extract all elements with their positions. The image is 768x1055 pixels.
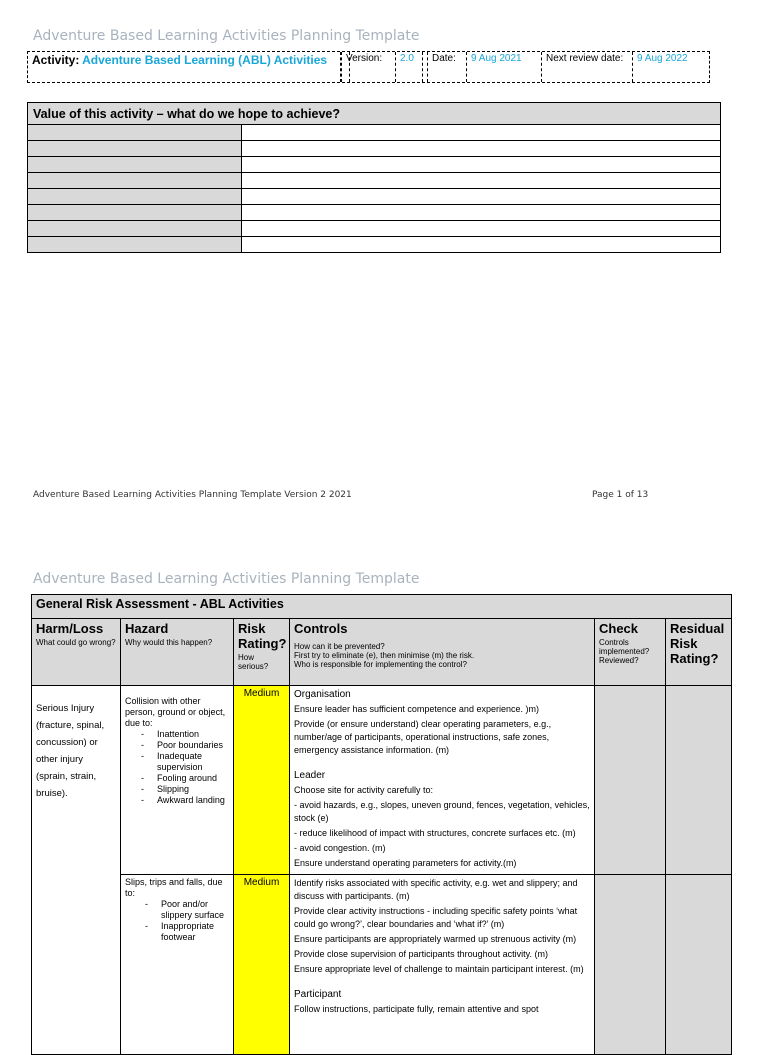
hazard-cell [121, 875, 234, 1055]
hazard-cell [121, 686, 234, 875]
activity-label: Activity: [32, 53, 80, 67]
value-label-cell [28, 189, 242, 205]
list-item: - Poor boundaries [147, 740, 229, 751]
hazard-column-header: Hazard Why would this happen? [121, 619, 234, 686]
value-label-cell [28, 221, 242, 237]
risk-table-title: General Risk Assessment - ABL Activities [32, 595, 732, 619]
list-item: - Awkward landing [147, 795, 229, 806]
date-value-cell [467, 52, 542, 82]
page-number: Page 1 of 13 [592, 490, 649, 500]
hazard-intro: Collision with other person, ground or object, due to: [125, 696, 226, 728]
risk-column-header: Risk Rating? How serious? [234, 619, 290, 686]
review-value-cell [633, 52, 709, 82]
controls-cell: Identify risks associated with specific activity, e.g. wet and slippery; and discuss with participants. (m) Provide clear activity instructions - including specific safety points ‘what could go wrong?’, clear boundaries and ‘what if?’ (m) Ensure participants are appropriately warmed up strenuous activity (m) Provide close supervision of participants throughout activity. (m) Ensure appropriate level of challenge to maintain participant interest. (m) Participant Follow instructions, participate fully, remain attentive and spot [290, 875, 595, 1055]
value-input-cell[interactable] [242, 221, 721, 237]
date-label-cell [427, 52, 467, 82]
list-item: - Slipping [147, 784, 229, 795]
hazard-list [125, 899, 229, 943]
value-label-cell [28, 141, 242, 157]
date-label: Date: [432, 53, 456, 64]
version-label: Version: [346, 53, 383, 64]
version-value: 2.0 [400, 53, 414, 64]
list-item: - Inadequate supervision [147, 751, 229, 773]
value-input-cell[interactable] [242, 237, 721, 253]
controls-column-header: Controls How can it be prevented? First try to eliminate (e), then minimise (m) the risk. Who is responsible for implementing the control? [290, 619, 595, 686]
value-label-cell [28, 125, 242, 141]
harm-cell: Serious Injury (fracture, spinal, concussion) or other injury (sprain, strain, bruise). [32, 686, 121, 1055]
residual-cell[interactable] [666, 686, 732, 875]
hazard-intro: Slips, trips and falls, due to: [125, 877, 223, 898]
table-row [28, 141, 721, 157]
page-title: Adventure Based Learning Activities Planning Template [33, 28, 420, 44]
table-row [28, 125, 721, 141]
table-row [28, 157, 721, 173]
risk-rating-cell: Medium [234, 875, 290, 1055]
value-input-cell[interactable] [242, 205, 721, 221]
list-item: - Inattention [147, 729, 229, 740]
value-input-cell[interactable] [242, 157, 721, 173]
list-item: - Poor and/or slippery surface [151, 899, 229, 921]
check-cell[interactable] [595, 875, 666, 1055]
value-input-cell[interactable] [242, 125, 721, 141]
list-item: - Inappropriate footwear [151, 921, 229, 943]
check-column-header: Check Controls implemented? Reviewed? [595, 619, 666, 686]
version-value-cell [395, 52, 423, 82]
value-label-cell [28, 173, 242, 189]
value-label-cell [28, 237, 242, 253]
harm-column-header: Harm/Loss What could go wrong? [32, 619, 121, 686]
table-row [28, 189, 721, 205]
value-label-cell [28, 205, 242, 221]
residual-column-header: Residual Risk Rating? [666, 619, 732, 686]
value-input-cell[interactable] [242, 141, 721, 157]
date-value: 9 Aug 2021 [471, 53, 522, 64]
risk-assessment-table [31, 594, 732, 1055]
table-row [28, 221, 721, 237]
review-value: 9 Aug 2022 [637, 53, 688, 64]
footer-left: Adventure Based Learning Activities Planning Template Version 2 2021 [33, 490, 352, 500]
review-label-cell [542, 52, 633, 82]
value-table-heading: Value of this activity – what do we hope to achieve? [28, 103, 721, 125]
activity-value: Adventure Based Learning (ABL) Activities [82, 53, 328, 67]
table-row [28, 237, 721, 253]
list-item: - Fooling around [147, 773, 229, 784]
hazard-list [125, 729, 229, 806]
risk-rating-cell: Medium [234, 686, 290, 875]
value-table [27, 102, 721, 253]
value-input-cell[interactable] [242, 189, 721, 205]
table-row [32, 875, 732, 1055]
value-label-cell [28, 157, 242, 173]
table-row [32, 686, 732, 875]
page-title: Adventure Based Learning Activities Planning Template [33, 571, 420, 587]
table-row [28, 205, 721, 221]
activity-cell [28, 52, 341, 82]
review-label: Next review date: [546, 53, 624, 64]
value-input-cell[interactable] [242, 173, 721, 189]
residual-cell[interactable] [666, 875, 732, 1055]
check-cell[interactable] [595, 686, 666, 875]
controls-cell: Organisation Ensure leader has sufficient competence and experience. )m) Provide (or ensure understand) clear operating parameters, e.g., number/age of participants, operational instructions, safe zones, emergency assistance information. (m) Leader Choose site for activity carefully to: - avoid hazards, e.g., slopes, uneven ground, fences, vegetation, vehicles, stock (e) - reduce likelihood of impact with structures, concrete surfaces etc. (m) - avoid congestion. (m) Ensure understand operating parameters for activity.(m) [290, 686, 595, 875]
activity-header-box [27, 51, 710, 83]
table-row [28, 173, 721, 189]
